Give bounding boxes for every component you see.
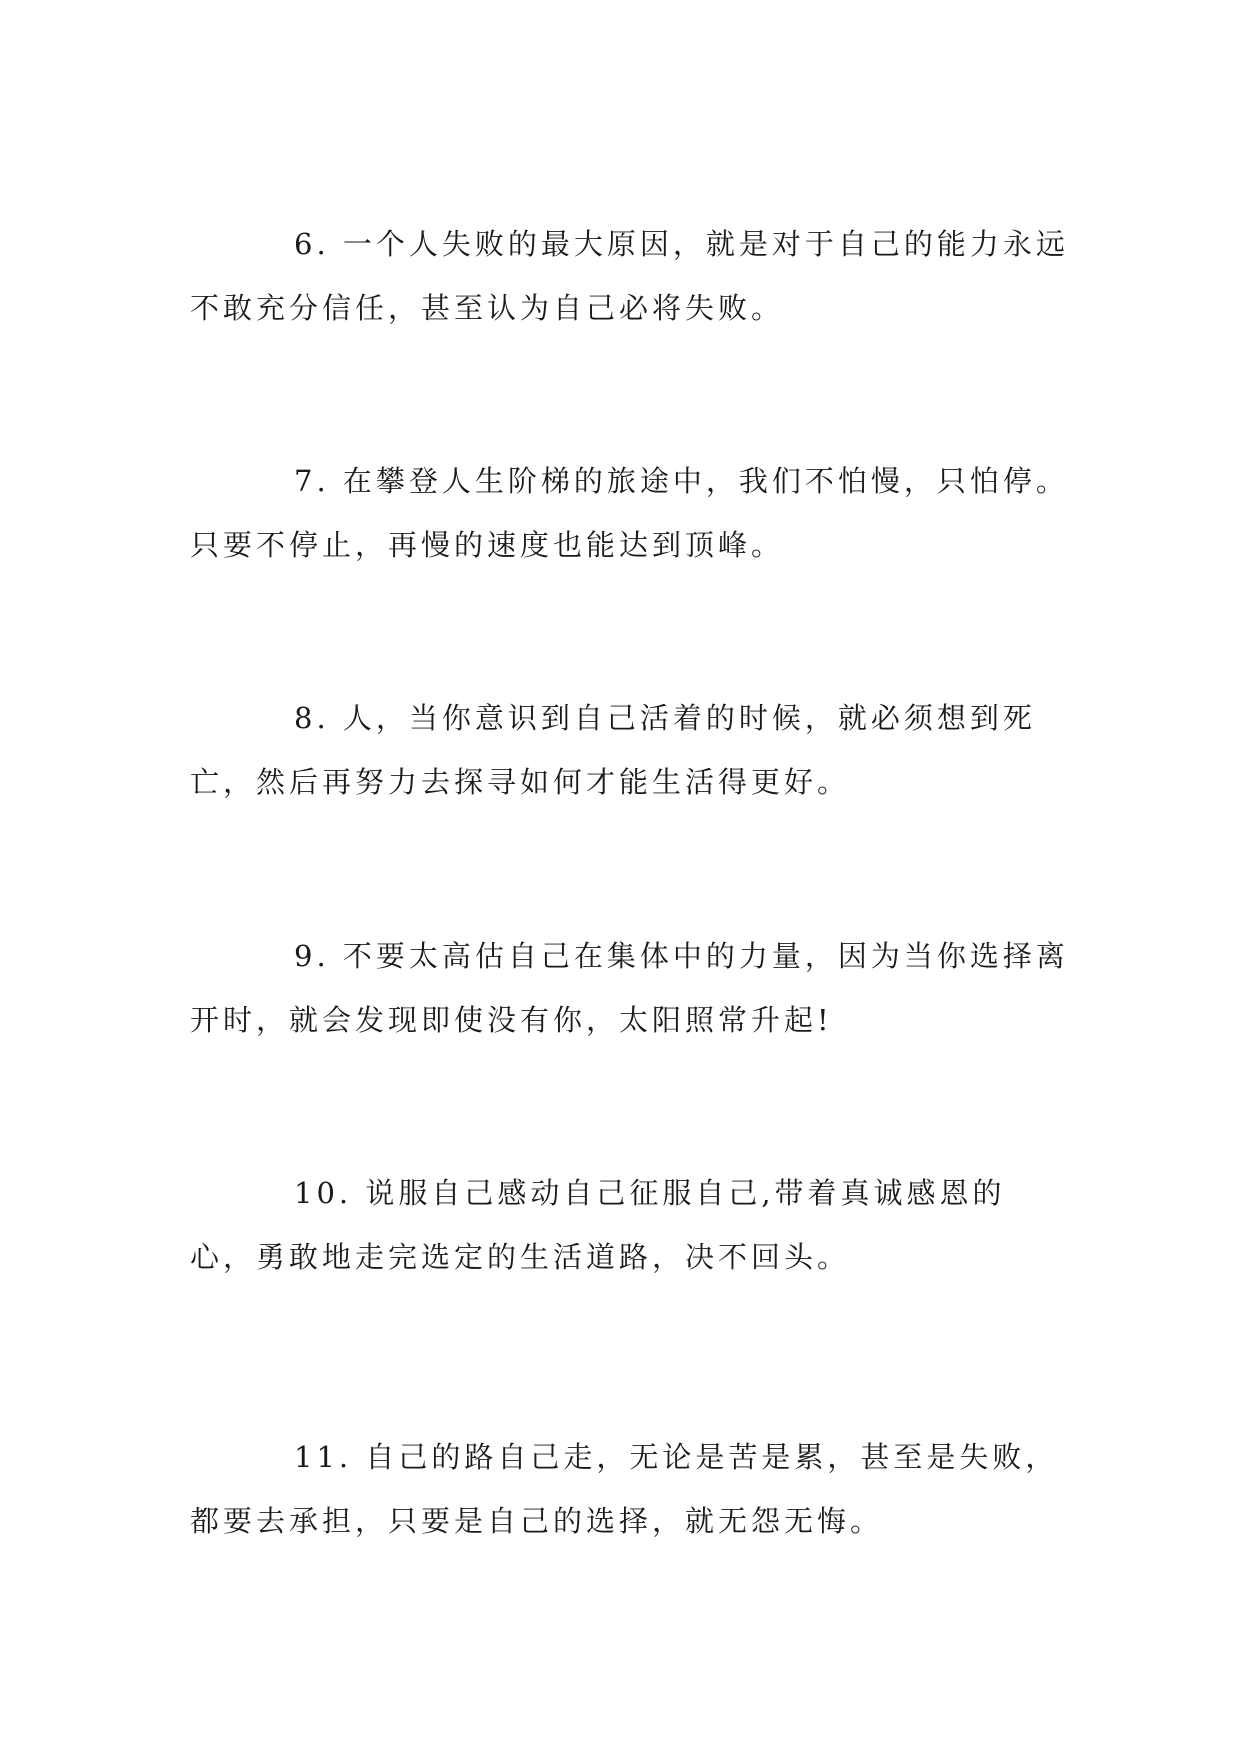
paragraph-7: 7. 在攀登人生阶梯的旅途中，我们不怕慢，只怕停。只要不停止，再慢的速度也能达到顶峰。: [190, 464, 1069, 562]
paragraph-10: 10. 说服自己感动自己征服自己,带着真诚感恩的心，勇敢地走完选定的生活道路，决不回头。: [190, 1176, 1006, 1274]
paragraph-6: 6. 一个人失败的最大原因，就是对于自己的能力永远不敢充分信任，甚至认为自己必将失败。: [190, 227, 1069, 325]
paragraph-8: 8. 人，当你意识到自己活着的时候，就必须想到死亡，然后再努力去探寻如何才能生活得更好。: [190, 701, 1036, 799]
paragraph-11: 11. 自己的路自己走，无论是苦是累，甚至是失败，都要去承担，只要是自己的选择，就无怨无悔。: [190, 1440, 1059, 1538]
paragraph-9: 9. 不要太高估自己在集体中的力量，因为当你选择离开时，就会发现即使没有你，太阳照常升起!: [190, 939, 1069, 1037]
